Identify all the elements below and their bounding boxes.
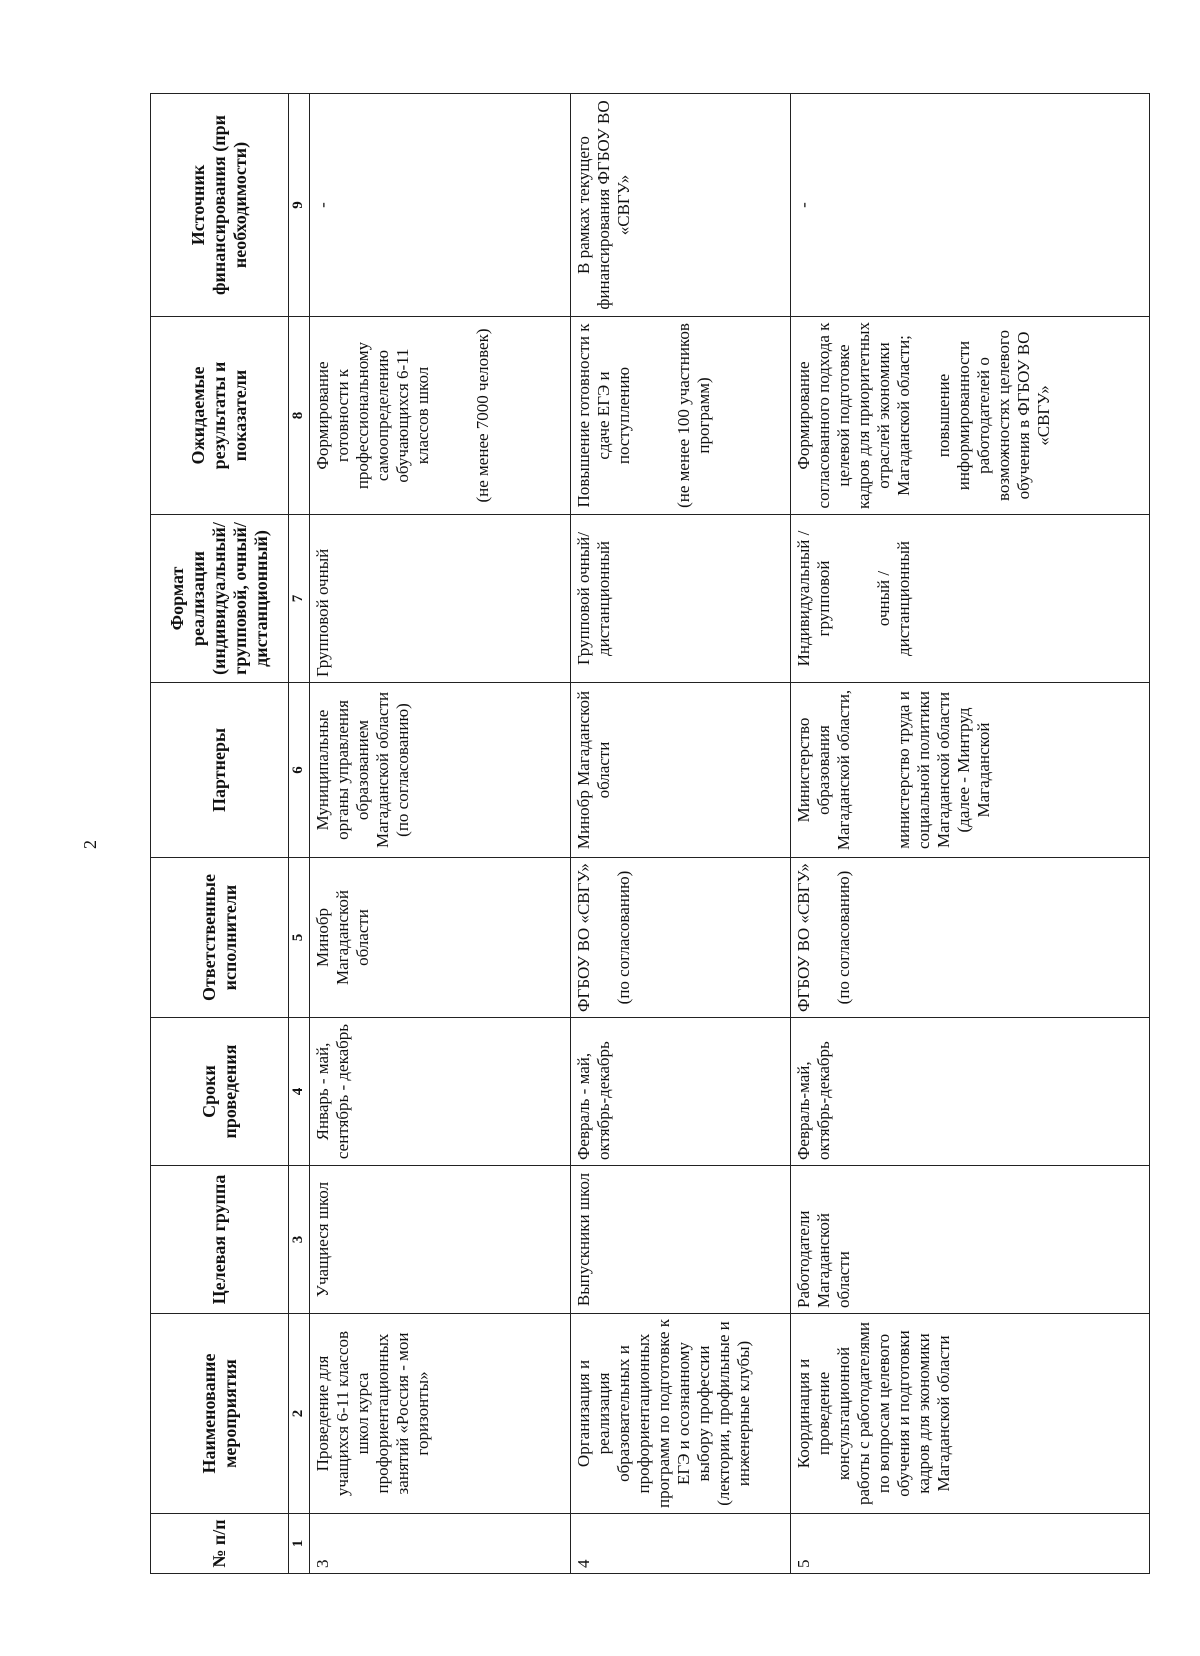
results — [790, 317, 1149, 515]
table-row — [790, 94, 1149, 1574]
dates: Февраль-май, октябрь-декабрь — [790, 1018, 1149, 1166]
format: Групповой очный/дистанционный — [570, 515, 790, 683]
responsible — [790, 858, 1149, 1018]
responsible-main: ФГБОУ ВО «СВГУ» — [793, 863, 813, 1012]
header-cell-responsible: Ответственные исполнители — [151, 858, 289, 1018]
dates: Февраль - май, октябрь-декабрь — [570, 1018, 790, 1166]
column-number: 6 — [289, 683, 310, 858]
partners-main: Муниципальные органы управления образованием Магаданской области — [313, 691, 393, 849]
format: Групповой очный — [310, 515, 570, 683]
dates: Январь - май, сентябрь - декабрь — [310, 1018, 570, 1166]
results-main: Формирование согласованного подхода к целевой подготовке кадров для приоритетных отраслей экономики Магаданской области; — [793, 322, 913, 509]
partners — [310, 683, 570, 858]
table-row — [310, 94, 570, 1574]
funding: В рамках текущего финансирования ФГБОУ ВО «СВГУ» — [570, 94, 790, 317]
header-cell-target: Целевая группа — [151, 1166, 289, 1314]
row-number: 4 — [570, 1514, 790, 1574]
events-plan-table — [150, 93, 1150, 1574]
partners-note: министерство труда и социальной политики Магаданской области (далее - Минтруд Магаданской — [893, 691, 993, 849]
responsible — [570, 858, 790, 1018]
results-note: (не менее 100 участников программ) — [673, 323, 713, 508]
column-number: 4 — [289, 1018, 310, 1166]
table-header-row — [151, 94, 289, 1574]
partners — [790, 683, 1149, 858]
header-cell-dates: Сроки проведения — [151, 1018, 289, 1166]
format — [790, 515, 1149, 683]
results — [570, 317, 790, 515]
responsible-note: (по согласованию) — [833, 870, 853, 1005]
format-note: очный / дистанционный — [873, 541, 913, 656]
rotated-table-container — [150, 94, 1150, 1574]
format-main: Индивидуальный /групповой — [793, 530, 833, 667]
target-group: Работодатели Магаданской области — [790, 1166, 1149, 1314]
funding: - — [790, 94, 1149, 317]
funding: - — [310, 94, 570, 317]
responsible-main: ФГБОУ ВО «СВГУ» — [573, 863, 593, 1012]
target-group: Учащиеся школ — [310, 1166, 570, 1314]
column-number: 8 — [289, 317, 310, 515]
results-main: Формирование готовности к профессиональному самоопределению обучающихся 6-11 классов школ — [313, 341, 433, 490]
event-name: Координация и проведение консультационной работы с работодателями по вопросам целевого обучения и подготовки кадров для экономики Магаданской области — [790, 1314, 1149, 1514]
row-number: 5 — [790, 1514, 1149, 1574]
column-number: 5 — [289, 858, 310, 1018]
row-number: 3 — [310, 1514, 570, 1574]
header-cell-name: Наименование мероприятия — [151, 1314, 289, 1514]
target-group: Выпускники школ — [570, 1166, 790, 1314]
column-number: 2 — [289, 1314, 310, 1514]
table-row — [570, 94, 790, 1574]
event-name: Проведение для учащихся 6-11 классов школ курса профориентационных занятий «Россия - мои горизонты» — [310, 1314, 570, 1514]
header-cell-num: № п/п — [151, 1514, 289, 1574]
responsible: Минобр Магаданской области — [310, 858, 570, 1018]
results — [310, 317, 570, 515]
results-main: Повышение готовности к сдаче ЕГЭ и поступлению — [573, 323, 633, 508]
partners-main: Министерство образования Магаданской области, — [793, 689, 853, 851]
column-number: 3 — [289, 1166, 310, 1314]
column-number: 7 — [289, 515, 310, 683]
event-name: Организация и реализация образовательных и профориентационных программ по подготовке к ЕГЭ и осознанному выбору профессии (лектории, профильные и инженерные клубы) — [570, 1314, 790, 1514]
results-note: (не менее 7000 человек) — [473, 328, 493, 503]
header-cell-results: Ожидаемые результаты и показатели — [151, 317, 289, 515]
partners-note: (по согласованию) — [393, 703, 413, 837]
partners: Минобр Магаданской области — [570, 683, 790, 858]
header-cell-format: Формат реализации (индивидуальный/групповой, очный/дистанционный) — [151, 515, 289, 683]
column-number: 1 — [289, 1514, 310, 1574]
column-number: 9 — [289, 94, 310, 317]
header-cell-partners: Партнеры — [151, 683, 289, 858]
column-number-row — [289, 94, 310, 1574]
results-note: повышение информированности работодателей о возможностях целевого обучения в ФГБОУ ВО «СВГУ» — [933, 330, 1053, 501]
header-cell-funding: Источник финансирования (при необходимости) — [151, 94, 289, 317]
page-number: 2 — [80, 840, 100, 849]
responsible-note: (по согласованию) — [613, 870, 633, 1005]
